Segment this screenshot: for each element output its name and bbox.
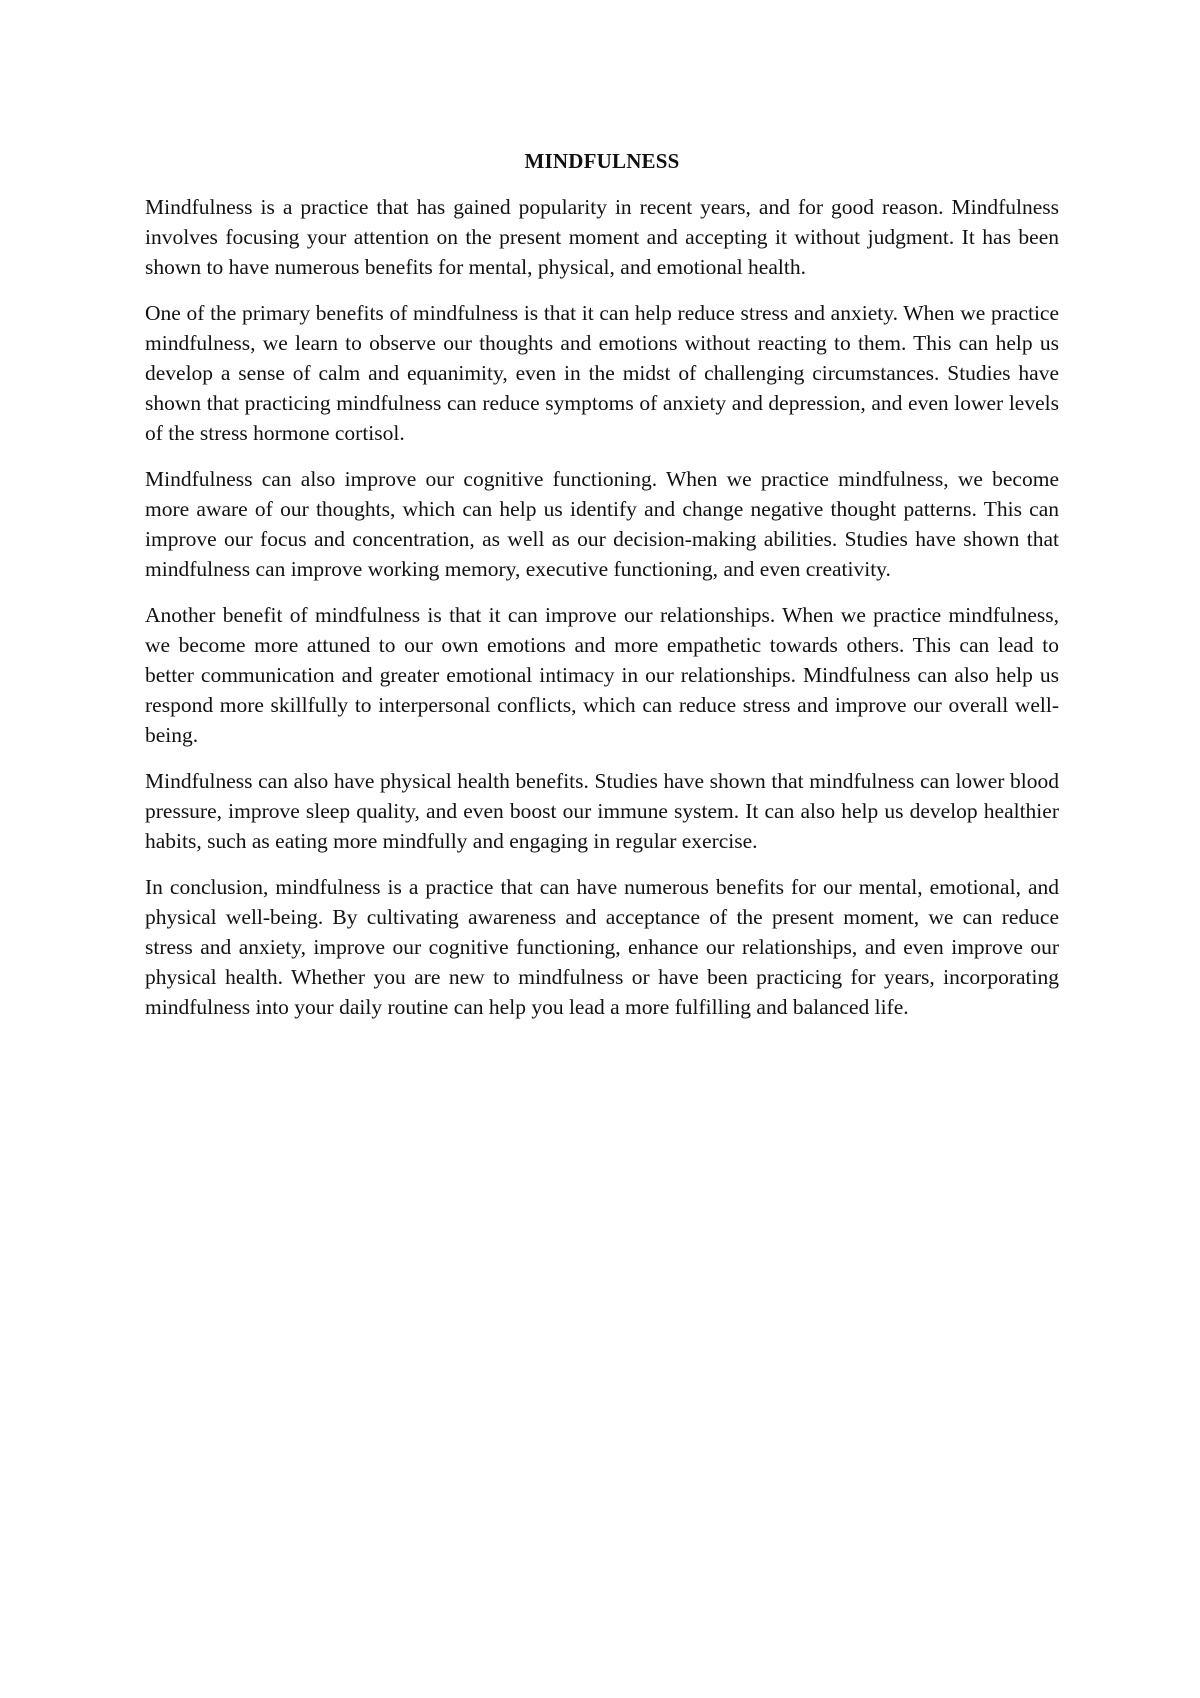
- document-body: [145, 146, 1059, 1038]
- paragraph-conclusion: In conclusion, mindfulness is a practice that can have numerous benefits for our mental, emotional, and physical well-being. By cultivating awareness and acceptance of the present moment, we can reduce stress and anxiety, improve our cognitive functioning, enhance our relationships, and even improve our physical health. Whether you are new to mindfulness or have been practicing for years, incorporating mindfulness into your daily routine can help you lead a more fulfilling and balanced life.: [145, 875, 1059, 1019]
- paragraph-stress-anxiety: One of the primary benefits of mindfulness is that it can help reduce stress and anxiety. When we practice mindfulness, we learn to observe our thoughts and emotions without reacting to them. This can help us develop a sense of calm and equanimity, even in the midst of challenging circumstances. Studies have shown that practicing mindfulness can reduce symptoms of anxiety and depression, and even lower levels of the stress hormone cortisol.: [145, 301, 1059, 445]
- document-title: MINDFULNESS: [524, 149, 680, 173]
- paragraph-introduction: Mindfulness is a practice that has gained popularity in recent years, and for good reason. Mindfulness involves focusing your attention on the present moment and accepting it without judgment. It has been shown to have numerous benefits for mental, physical, and emotional health.: [145, 195, 1059, 279]
- paragraph-physical-health: Mindfulness can also have physical health benefits. Studies have shown that mindfulness can lower blood pressure, improve sleep quality, and even boost our immune system. It can also help us develop healthier habits, such as eating more mindfully and engaging in regular exercise.: [145, 769, 1059, 853]
- paragraph-relationships: Another benefit of mindfulness is that it can improve our relationships. When we practice mindfulness, we become more attuned to our own emotions and more empathetic towards others. This can lead to better communication and greater emotional intimacy in our relationships. Mindfulness can also help us respond more skillfully to interpersonal conflicts, which can reduce stress and improve our overall well-being.: [145, 603, 1059, 747]
- paragraph-cognitive: Mindfulness can also improve our cognitive functioning. When we practice mindfulness, we become more aware of our thoughts, which can help us identify and change negative thought patterns. This can improve our focus and concentration, as well as our decision-making abilities. Studies have shown that mindfulness can improve working memory, executive functioning, and even creativity.: [145, 467, 1059, 581]
